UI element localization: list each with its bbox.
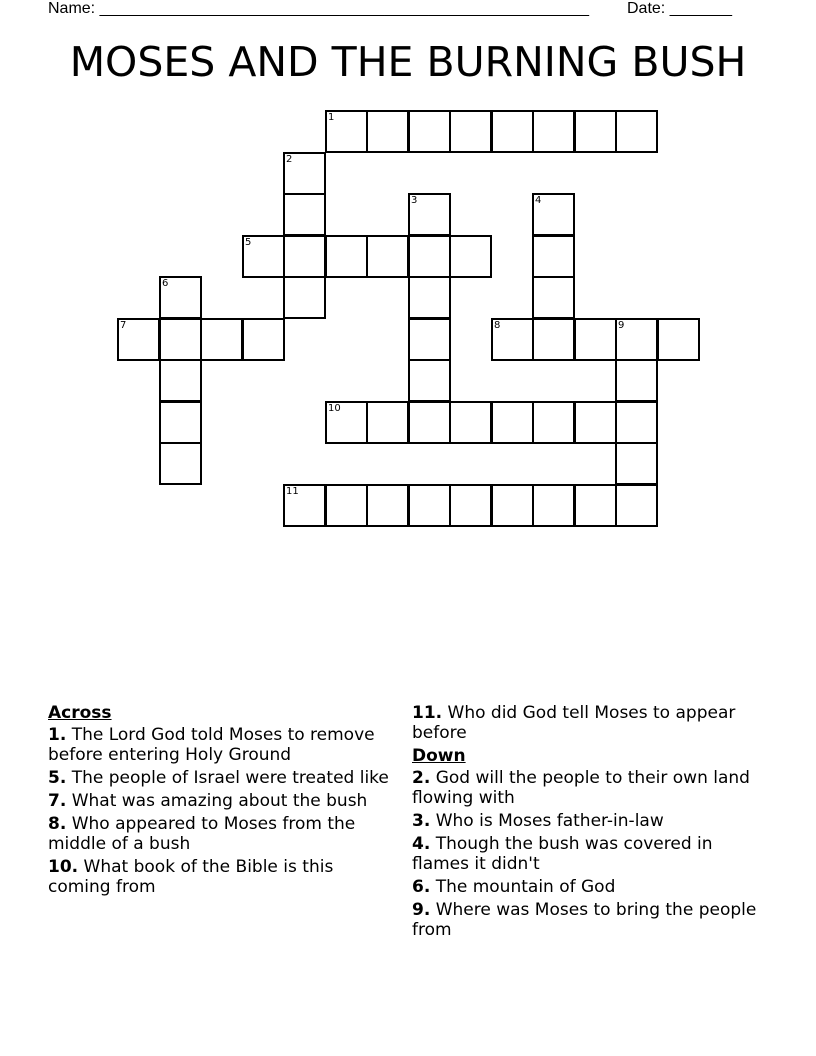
- crossword-cell[interactable]: [283, 276, 326, 319]
- clue-number-label: 6: [162, 278, 169, 289]
- clue-number-label: 7: [120, 320, 127, 331]
- crossword-cell[interactable]: [200, 318, 243, 361]
- crossword-cell[interactable]: [615, 110, 658, 153]
- clue-across-1: 1. The Lord God told Moses to remove before entering Holy Ground: [48, 725, 375, 765]
- crossword-cell[interactable]: [574, 401, 617, 444]
- crossword-cell[interactable]: [366, 484, 409, 527]
- crossword-cell[interactable]: [532, 318, 575, 361]
- crossword-cell[interactable]: [159, 318, 202, 361]
- crossword-cell[interactable]: [532, 276, 575, 319]
- crossword-cell[interactable]: [615, 401, 658, 444]
- crossword-cell[interactable]: [574, 484, 617, 527]
- crossword-cell[interactable]: [408, 401, 451, 444]
- crossword-cell[interactable]: [325, 235, 368, 278]
- clue-down-2: 2. God will the people to their own land flowing with: [412, 768, 750, 808]
- clue-number-label: 1: [328, 112, 335, 123]
- crossword-cell[interactable]: [657, 318, 700, 361]
- crossword-cell[interactable]: [159, 401, 202, 444]
- across-clues: [48, 703, 393, 900]
- clue-number-label: 5: [245, 237, 252, 248]
- across-heading: Across: [48, 703, 112, 723]
- clue-number-label: 11: [286, 486, 299, 497]
- crossword-cell[interactable]: [491, 110, 534, 153]
- clue-number-label: 10: [328, 403, 341, 414]
- down-clues: [412, 703, 762, 943]
- clue-down-4: 4. Though the bush was covered in flames it didn't: [412, 834, 713, 874]
- crossword-cell[interactable]: [159, 442, 202, 485]
- crossword-cell[interactable]: [615, 442, 658, 485]
- date-line: Date: _______: [627, 0, 732, 17]
- crossword-cell[interactable]: [408, 110, 451, 153]
- clue-number-label: 3: [411, 195, 418, 206]
- clue-down-9: 9. Where was Moses to bring the people from: [412, 900, 757, 940]
- crossword-cell[interactable]: [325, 484, 368, 527]
- clue-across-7: 7. What was amazing about the bush: [48, 791, 368, 811]
- page-title: MOSES AND THE BURNING BUSH: [69, 38, 747, 86]
- crossword-cell[interactable]: [615, 359, 658, 402]
- clue-across-5: 5. The people of Israel were treated like: [48, 768, 389, 788]
- clue-across-10: 10. What book of the Bible is this coming from: [48, 857, 334, 897]
- crossword-cell[interactable]: [242, 318, 285, 361]
- down-heading: Down: [412, 746, 466, 766]
- crossword-cell[interactable]: [408, 276, 451, 319]
- crossword-cell[interactable]: [159, 359, 202, 402]
- crossword-cell[interactable]: [408, 235, 451, 278]
- clue-number-label: 2: [286, 154, 293, 165]
- clue-number-label: 8: [494, 320, 501, 331]
- crossword-cell[interactable]: [366, 235, 409, 278]
- crossword-cell[interactable]: [574, 318, 617, 361]
- crossword-cell[interactable]: [532, 401, 575, 444]
- crossword-cell[interactable]: [532, 110, 575, 153]
- crossword-cell[interactable]: [283, 235, 326, 278]
- crossword-cell[interactable]: [449, 484, 492, 527]
- crossword-cell[interactable]: [532, 235, 575, 278]
- crossword-cell[interactable]: [366, 110, 409, 153]
- crossword-cell[interactable]: [366, 401, 409, 444]
- crossword-cell[interactable]: [491, 484, 534, 527]
- clue-number-label: 4: [535, 195, 542, 206]
- clue-down-3: 3. Who is Moses father-in-law: [412, 811, 664, 831]
- crossword-cell[interactable]: [449, 401, 492, 444]
- crossword-cell[interactable]: [532, 484, 575, 527]
- clue-across-8: 8. Who appeared to Moses from the middle of a bush: [48, 814, 356, 854]
- name-line: Name: _______________________________________________________: [48, 0, 589, 17]
- crossword-cell[interactable]: [408, 359, 451, 402]
- crossword-cell[interactable]: [491, 401, 534, 444]
- crossword-cell[interactable]: [615, 484, 658, 527]
- clue-across-11: 11. Who did God tell Moses to appear before: [412, 703, 736, 743]
- crossword-cell[interactable]: [408, 484, 451, 527]
- clue-down-6: 6. The mountain of God: [412, 877, 616, 897]
- crossword-cell[interactable]: [449, 235, 492, 278]
- crossword-cell[interactable]: [574, 110, 617, 153]
- clue-number-label: 9: [618, 320, 625, 331]
- crossword-cell[interactable]: [408, 318, 451, 361]
- crossword-cell[interactable]: [449, 110, 492, 153]
- crossword-cell[interactable]: [283, 193, 326, 236]
